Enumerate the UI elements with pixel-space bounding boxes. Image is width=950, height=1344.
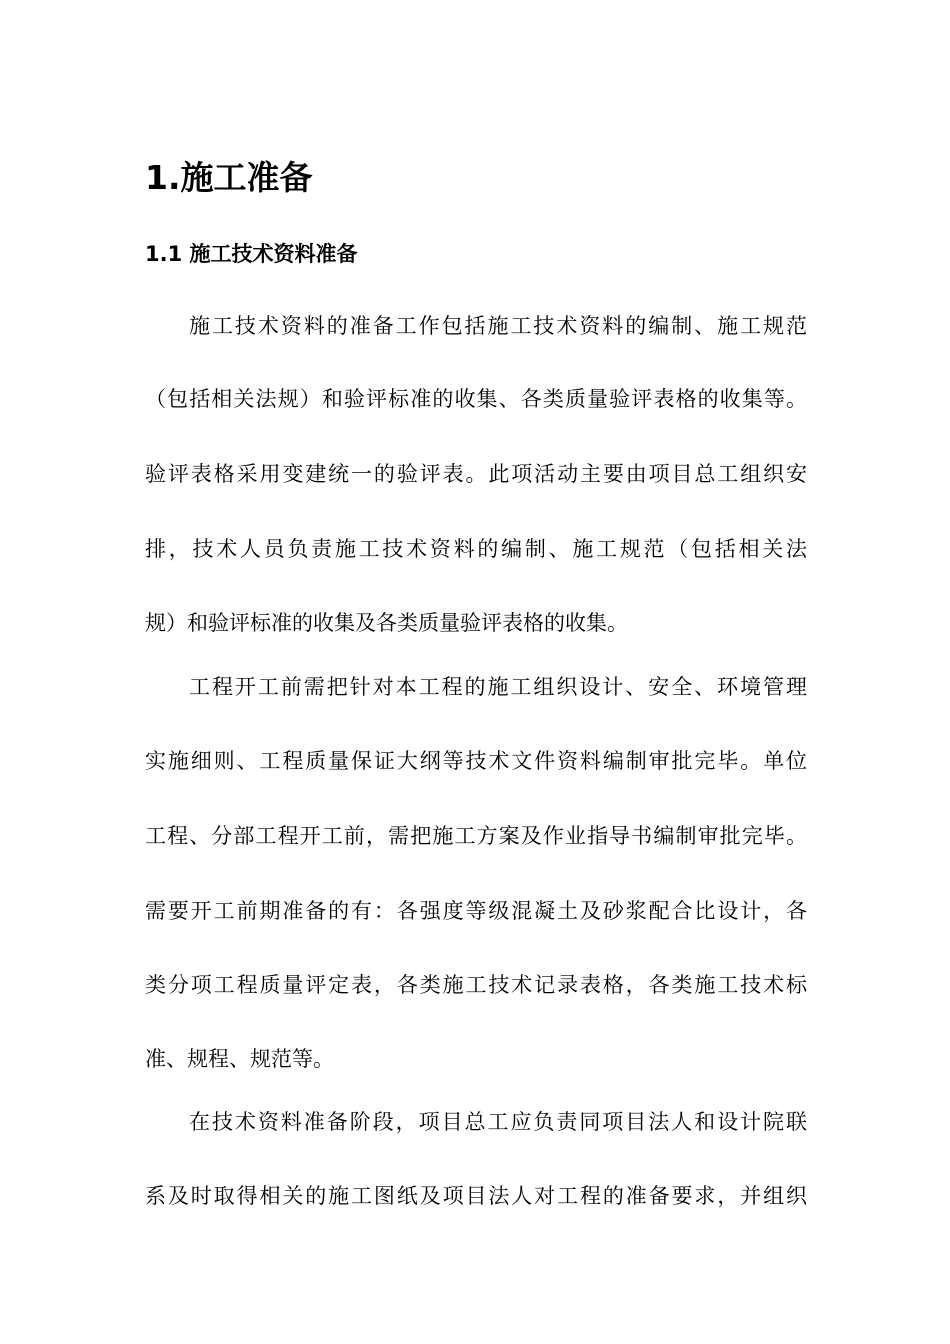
paragraph-line: 准、规程、规范等。 [145,1047,334,1071]
paragraph-line: 实施细则、工程质量保证大纲等技术文件资料编制审批完毕。单位 [145,749,807,773]
paragraph-line: 系及时取得相关的施工图纸及项目法人对工程的准备要求，并组织 [145,1184,807,1208]
paragraph-line: 规）和验评标准的收集及各类质量验评表格的收集。 [145,611,628,635]
paragraph-line: 在技术资料准备阶段，项目总工应负责同项目法人和设计院联 [189,1110,807,1134]
paragraph-line: 验评表格采用变建统一的验评表。此项活动主要由项目总工组织安 [145,462,807,486]
paragraph-line: 需要开工前期准备的有：各强度等级混凝土及砂浆配合比设计，各 [145,899,807,923]
section-heading: 1.施工准备 [145,158,313,197]
subsection-heading: 1.1 施工技术资料准备 [145,242,358,266]
paragraph-line: 排，技术人员负责施工技术资料的编制、施工规范（包括相关法 [145,537,807,561]
paragraph-line: （包括相关法规）和验评标准的收集、各类质量验评表格的收集等。 [145,387,807,411]
paragraph-line: 施工技术资料的准备工作包括施工技术资料的编制、施工规范 [189,314,807,338]
paragraph-line: 工程开工前需把针对本工程的施工组织设计、安全、环境管理 [189,675,807,699]
paragraph-line: 工程、分部工程开工前，需把施工方案及作业指导书编制审批完毕。 [145,824,807,848]
paragraph-line: 类分项工程质量评定表，各类施工技术记录表格，各类施工技术标 [145,973,807,997]
